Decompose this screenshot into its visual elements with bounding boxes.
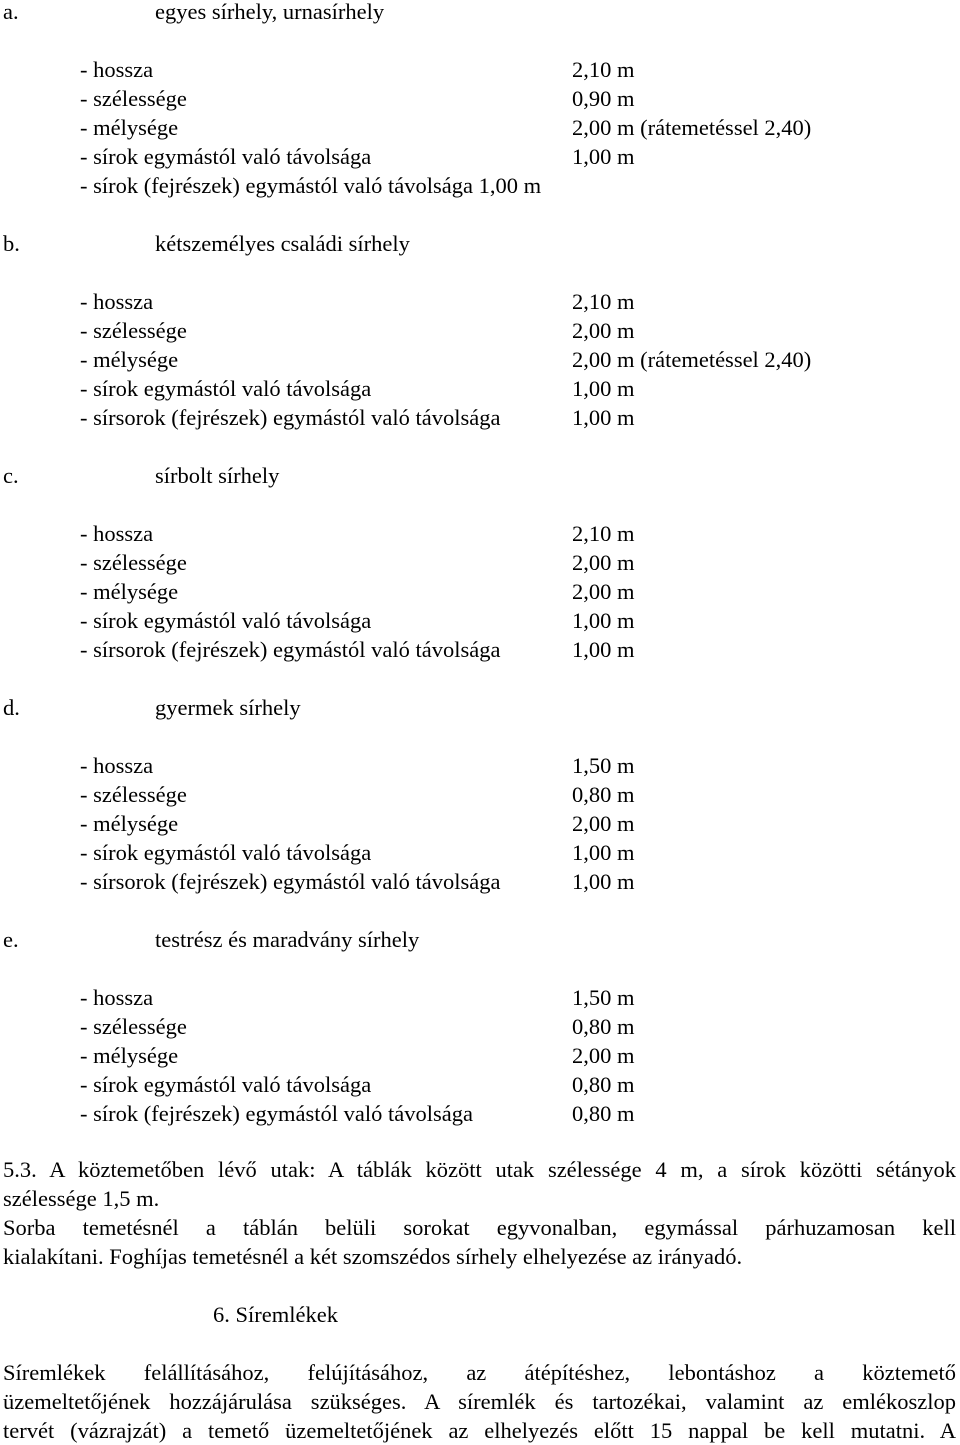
dimension-row (0, 55, 960, 84)
dimension-row (0, 171, 960, 200)
dimension-label: - szélessége (80, 86, 187, 111)
dimension-value: 0,80 m (572, 1014, 635, 1039)
section-letter: d. (3, 695, 20, 720)
paragraph-line: tervét (vázrajzát) a temető üzemeltetőjének az elhelyezés előtt 15 nappal be kell mutatni. A (3, 1418, 956, 1443)
heading-6-siremlekek: 6. Síremlékek (213, 1302, 338, 1327)
dimension-label: - sírok (fejrészek) egymástól való távolsága (80, 1101, 473, 1126)
dimension-value: 0,90 m (572, 86, 635, 111)
section-title: egyes sírhely, urnasírhely (155, 0, 385, 24)
dimension-row (0, 84, 960, 113)
section-letter: e. (3, 927, 19, 952)
dimension-row (0, 635, 960, 664)
dimension-row (0, 867, 960, 896)
dimension-row (0, 809, 960, 838)
dimension-value: 2,10 m (572, 521, 635, 546)
dimension-row (0, 751, 960, 780)
dimension-value: 2,00 m (572, 550, 635, 575)
dimension-row (0, 1070, 960, 1099)
dimension-row (0, 1099, 960, 1128)
section-heading (0, 461, 960, 490)
dimension-value: 2,00 m (rátemetéssel 2,40) (572, 115, 812, 140)
dimension-value: 1,50 m (572, 753, 635, 778)
dimension-label: - sírok egymástól való távolsága (80, 608, 372, 633)
dimension-value: 2,00 m (572, 318, 635, 343)
dimension-row (0, 548, 960, 577)
paragraph-line: kialakítani. Foghíjas temetésnél a két szomszédos sírhely elhelyezése az irányadó. (3, 1244, 743, 1269)
dimension-value: 2,10 m (572, 57, 635, 82)
dimension-value: 2,00 m (rátemetéssel 2,40) (572, 347, 812, 372)
dimension-label: - sírsorok (fejrészek) egymástól való távolsága (80, 869, 501, 894)
dimension-value: 1,00 m (572, 869, 635, 894)
dimension-row (0, 838, 960, 867)
dimension-label: - sírsorok (fejrészek) egymástól való távolsága (80, 405, 501, 430)
dimension-row (0, 606, 960, 635)
dimension-value: 2,00 m (572, 1043, 635, 1068)
section-heading (0, 693, 960, 722)
dimension-value: 1,00 m (572, 376, 635, 401)
dimension-value: 1,00 m (572, 405, 635, 430)
dimension-row (0, 1012, 960, 1041)
dimension-label: - hossza (80, 753, 154, 778)
section-heading (0, 0, 960, 26)
dimension-label: - mélysége (80, 1043, 179, 1068)
dimension-line: - sírok (fejrészek) egymástól való távolsága 1,00 m (80, 173, 542, 198)
dimension-row (0, 577, 960, 606)
section-b (0, 229, 960, 432)
dimension-label: - sírok egymástól való távolsága (80, 144, 372, 169)
dimension-label: - hossza (80, 985, 154, 1010)
dimension-value: 0,80 m (572, 782, 635, 807)
section-d (0, 693, 960, 896)
dimension-value: 1,00 m (572, 840, 635, 865)
dimension-label: - hossza (80, 57, 154, 82)
dimension-value: 1,00 m (572, 608, 635, 633)
dimension-row (0, 780, 960, 809)
dimension-value: 1,00 m (572, 144, 635, 169)
dimension-label: - sírok egymástól való távolsága (80, 1072, 372, 1097)
dimension-label: - sírok egymástól való távolsága (80, 376, 372, 401)
section-title: kétszemélyes családi sírhely (155, 231, 410, 256)
dimension-label: - szélessége (80, 550, 187, 575)
dimension-label: - szélessége (80, 1014, 187, 1039)
dimension-row (0, 113, 960, 142)
dimension-row (0, 287, 960, 316)
dimension-row (0, 374, 960, 403)
dimension-label: - mélysége (80, 115, 179, 140)
dimension-label: - mélysége (80, 347, 179, 372)
dimension-label: - sírsorok (fejrészek) egymástól való távolsága (80, 637, 501, 662)
dimension-row (0, 345, 960, 374)
dimension-value: 2,00 m (572, 579, 635, 604)
section-letter: a. (3, 0, 19, 24)
dimension-label: - hossza (80, 289, 154, 314)
paragraph-line: szélessége 1,5 m. (3, 1186, 160, 1211)
paragraph-6 (3, 1358, 956, 1445)
section-a (0, 0, 960, 200)
dimension-label: - sírok egymástól való távolsága (80, 840, 372, 865)
section-c (0, 461, 960, 664)
dimension-row (0, 403, 960, 432)
dimension-value: 0,80 m (572, 1072, 635, 1097)
section-letter: b. (3, 231, 20, 256)
dimension-label: - szélessége (80, 782, 187, 807)
section-e (0, 925, 960, 1128)
section-title: sírbolt sírhely (155, 463, 280, 488)
dimension-row (0, 316, 960, 345)
dimension-row (0, 983, 960, 1012)
dimension-value: 2,10 m (572, 289, 635, 314)
section-title: testrész és maradvány sírhely (155, 927, 420, 952)
dimension-label: - hossza (80, 521, 154, 546)
dimension-label: - szélessége (80, 318, 187, 343)
dimension-value: 0,80 m (572, 1101, 635, 1126)
paragraph-line: üzemeltetőjének hozzájárulása szükséges. A síremlék és tartozékai, valamint az emlékoszlop (3, 1389, 956, 1414)
dimension-row (0, 519, 960, 548)
paragraph-line: 5.3. A köztemetőben lévő utak: A táblák között utak szélessége 4 m, a sírok közötti sétányok (3, 1157, 956, 1182)
section-title: gyermek sírhely (155, 695, 301, 720)
section-letter: c. (3, 463, 19, 488)
dimension-row (0, 1041, 960, 1070)
paragraph-line: Síremlékek felállításához, felújításához, az átépítéshez, lebontáshoz a köztemető (3, 1360, 956, 1385)
dimension-label: - mélysége (80, 579, 179, 604)
dimension-value: 1,50 m (572, 985, 635, 1010)
section-heading (0, 229, 960, 258)
dimension-row (0, 142, 960, 171)
dimension-value: 2,00 m (572, 811, 635, 836)
dimension-label: - mélysége (80, 811, 179, 836)
section-heading (0, 925, 960, 954)
dimension-value: 1,00 m (572, 637, 635, 662)
paragraph-5-3 (3, 1155, 956, 1271)
paragraph-line: Sorba temetésnél a táblán belüli sorokat egyvonalban, egymással párhuzamosan kell (3, 1215, 956, 1240)
